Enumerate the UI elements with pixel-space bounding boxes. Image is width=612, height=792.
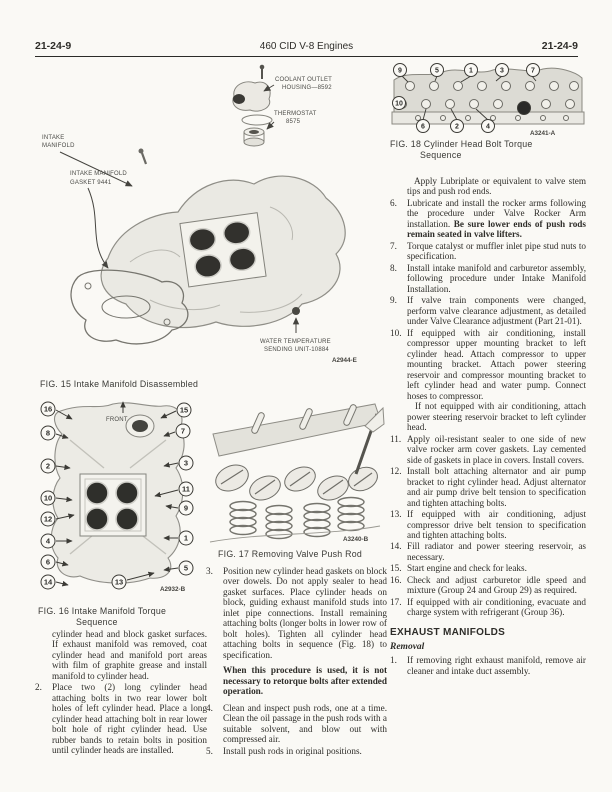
svg-text:14: 14	[43, 577, 53, 587]
svg-text:7: 7	[531, 67, 535, 75]
middle-procedure-steps	[206, 566, 387, 756]
step-number: 17.	[390, 596, 402, 607]
paragraph-text: Apply Lubriplate or equivalent to valve stem tips and push rod ends.	[407, 176, 586, 197]
coolant-outlet-housing	[233, 65, 270, 111]
step-number: 6.	[390, 197, 397, 208]
procedure-step	[390, 295, 586, 326]
callout-arrow	[88, 188, 108, 268]
svg-text:4: 4	[486, 123, 490, 131]
step-text: Clean and inspect push rods, one at a time. Clean the oil passage in the push rods with a suitable solvent, and blow out with compressed air.	[223, 702, 387, 745]
svg-text:15: 15	[179, 405, 189, 415]
svg-text:5: 5	[183, 563, 189, 573]
step-text: If valve train components were changed, perform valve clearance adjustment, as detailed under Valve Clearance adjustment (Part 21-01).	[407, 295, 586, 327]
svg-text:12: 12	[43, 514, 53, 524]
fig16-caption-line2: Sequence	[76, 616, 118, 627]
step-text: If equipped with air conditioning, adjust compressor drive belt tension to specification and tighten attaching bolts.	[407, 509, 586, 540]
thermostat-part	[242, 115, 272, 146]
procedure-step	[35, 682, 207, 755]
svg-text:11: 11	[182, 484, 190, 494]
svg-text:3: 3	[500, 67, 504, 75]
fig15-caption: FIG. 15 Intake Manifold Disassembled	[40, 379, 199, 389]
step-text: If equipped with air conditioning, evacuate and charge system with refrigerant (Group 36).	[407, 596, 586, 618]
fig15-intake-manifold-illustration	[30, 62, 370, 377]
step-text: If removing right exhaust manifold, remove air cleaner and intake duct assembly.	[407, 655, 586, 676]
step-text: Position new cylinder head gaskets on block over dowels. Do not apply sealer to head gasket surfaces. Place cylinder heads on block, guiding exhaust manifold studs into inlet pipe connections. Install remaining attaching bolts (longer bolts in lower row of bolt holes). Tighten all cylinder head attaching bolts in sequence (Fig. 18) to specification. When this procedure is used, it is not necessary to retorque bolts after extended operation.	[223, 566, 387, 697]
cylinder-head-edge	[213, 404, 381, 456]
step-number	[390, 176, 407, 197]
step-number	[35, 629, 52, 681]
right-text-column	[390, 176, 586, 677]
page-number-right: 21-24-9	[541, 40, 578, 52]
fig17-caption: FIG. 17 Removing Valve Push Rod	[218, 549, 363, 559]
left-procedure-steps	[35, 629, 207, 756]
fig18-head-bolt-sequence-illustration	[388, 62, 588, 137]
fig17-push-rod-illustration	[205, 400, 385, 548]
step-text: Place two (2) long cylinder head attaching bolts in two rear lower bolt holes of left cylinder head. Place a long cylinder head attaching bolt in rear lower bolt hole of right cylinder head. Use rubber bands to retain bolts in position until cylinder heads are installed.	[52, 682, 207, 756]
removal-steps	[390, 655, 586, 676]
step-number: 3.	[206, 566, 213, 576]
procedure-step	[206, 746, 387, 756]
procedure-step	[35, 629, 207, 681]
procedure-step	[390, 541, 586, 562]
svg-text:6: 6	[421, 123, 425, 131]
fig16-caption-line1: FIG. 16 Intake Manifold Torque	[38, 606, 167, 616]
svg-text:16: 16	[43, 404, 53, 414]
step-number: 8.	[390, 262, 397, 273]
step-number: 16.	[390, 574, 402, 585]
figure-code: A2932-B	[160, 586, 186, 593]
svg-text:1: 1	[183, 533, 189, 543]
svg-text:10: 10	[43, 493, 53, 503]
fig18-caption-line1: FIG. 18 Cylinder Head Bolt Torque	[390, 139, 533, 149]
step-text: Install bolt attaching alternator and air pump bracket to right cylinder head. Adjust alternator and air pump drive belt tension to specification and tighten attaching bolts.	[407, 466, 586, 508]
water-temp-sending-unit	[292, 307, 300, 315]
svg-text:13: 13	[114, 577, 124, 587]
step-text: If equipped with air conditioning, install compressor upper mounting bracket to left cylinder head. Attach compressor to upper mounting bracket. Attach power steering reservoir and compressor mounting bracket to left cylinder head and water pump. Connect hoses to compressor. If not equipped with air conditioning, attach power steering reservoir bracket to left cylinder head.	[407, 327, 586, 433]
svg-text:8: 8	[522, 105, 526, 113]
step-text: Lubricate and install the rocker arms following the procedure under Valve Rocker Arm installation. Be sure lower ends of push rods remain seated in valve lifters.	[407, 197, 586, 240]
middle-text-column	[206, 566, 387, 757]
svg-text:10: 10	[395, 100, 403, 108]
carburetor-pad-top	[80, 474, 146, 536]
figure-code: A3241-A	[530, 130, 556, 137]
step-number: 5.	[206, 745, 213, 756]
procedure-step	[390, 575, 586, 596]
fig18-caption	[390, 139, 590, 160]
step-number: 14.	[390, 541, 402, 552]
callout-thermostat	[267, 111, 317, 129]
svg-text:7: 7	[180, 426, 186, 436]
step-text: Apply oil-resistant sealer to one side of new valve rocker arm cover gaskets. Lay cemented side of gaskets in place in covers. Install covers.	[407, 433, 586, 465]
svg-text:9: 9	[398, 67, 402, 75]
fig16-caption	[38, 606, 208, 627]
callout-coolant-outlet	[264, 77, 332, 91]
floating-stud	[139, 149, 147, 165]
svg-text:COOLANT OUTLET: COOLANT OUTLET	[275, 77, 333, 83]
subsection-heading-removal: Removal	[390, 642, 425, 653]
svg-text:INTAKE: INTAKE	[42, 135, 65, 141]
figure-code: A3240-B	[343, 536, 369, 543]
procedure-step	[390, 434, 586, 465]
svg-text:FRONT: FRONT	[106, 417, 128, 423]
procedure-step	[206, 703, 387, 745]
step-number: 10.	[390, 327, 402, 338]
step-number: 9.	[390, 295, 397, 306]
svg-text:MANIFOLD: MANIFOLD	[42, 143, 75, 149]
page-header	[35, 40, 578, 57]
step-number: 12.	[390, 466, 402, 477]
svg-text:GASKET 9441: GASKET 9441	[70, 180, 112, 186]
procedure-step	[206, 566, 387, 702]
step-number: 1.	[390, 655, 397, 666]
svg-text:4: 4	[45, 536, 51, 546]
svg-text:6: 6	[45, 557, 51, 567]
right-procedure-steps	[390, 198, 586, 618]
svg-text:8575: 8575	[286, 119, 301, 125]
procedure-step	[390, 655, 586, 676]
svg-text:THERMOSTAT: THERMOSTAT	[274, 111, 317, 117]
procedure-step	[390, 466, 586, 508]
step-text: Install intake manifold and carburetor assembly, following procedure under Intake Manifold Installation.	[407, 262, 586, 294]
svg-text:1: 1	[469, 67, 473, 75]
step-text: cylinder head and block gasket surfaces. If exhaust manifold was removed, coat cylinder head and manifold port areas with film of graphite grease and install manifold to cylinder head.	[52, 629, 207, 681]
continued-paragraph	[390, 176, 586, 197]
step-number: 11.	[390, 433, 402, 444]
step-text: Start engine and check for leaks.	[407, 563, 527, 574]
svg-text:INTAKE MANIFOLD: INTAKE MANIFOLD	[70, 171, 127, 177]
svg-text:5: 5	[435, 67, 439, 75]
figure-code: A2944-E	[332, 357, 357, 364]
section-heading-exhaust-manifolds: EXHAUST MANIFOLDS	[390, 626, 506, 638]
svg-text:9: 9	[183, 503, 189, 513]
svg-text:2: 2	[45, 461, 51, 471]
page-number-left: 21-24-9	[35, 40, 72, 52]
fig18-caption-line2: Sequence	[420, 149, 462, 160]
step-text: Check and adjust carburetor idle speed and mixture (Group 24 and Group 29) as required.	[407, 574, 586, 596]
step-number: 13.	[390, 509, 402, 520]
procedure-step	[390, 198, 586, 240]
valve-springs	[230, 498, 364, 539]
step-text: Install push rods in original positions.	[223, 745, 362, 756]
step-number: 7.	[390, 240, 397, 251]
step-number: 4.	[206, 702, 213, 713]
svg-text:2: 2	[455, 123, 459, 131]
procedure-step	[390, 509, 586, 540]
procedure-step	[390, 597, 586, 618]
svg-text:SENDING UNIT-10884: SENDING UNIT-10884	[264, 347, 329, 353]
svg-text:3: 3	[183, 458, 189, 468]
fig16-torque-sequence-illustration	[28, 398, 203, 603]
procedure-step	[390, 563, 586, 573]
left-text-column	[35, 629, 207, 757]
water-neck-bore	[132, 420, 148, 432]
step-text: Torque catalyst or muffler inlet pipe stud nuts to specification.	[407, 240, 586, 262]
step-number: 2.	[35, 682, 42, 693]
svg-text:WATER TEMPERATURE: WATER TEMPERATURE	[260, 339, 331, 345]
carburetor-pad	[180, 213, 266, 287]
step-text: Fill radiator and power steering reservoir, as necessary.	[407, 541, 586, 562]
page-title: 460 CID V-8 Engines	[259, 41, 354, 52]
callout-intake-manifold	[42, 135, 132, 186]
svg-text:HOUSING—8592: HOUSING—8592	[282, 85, 332, 91]
procedure-step	[390, 263, 586, 294]
procedure-step	[390, 241, 586, 262]
procedure-step	[390, 328, 586, 433]
step-number: 15.	[390, 563, 402, 574]
svg-text:8: 8	[45, 428, 51, 438]
